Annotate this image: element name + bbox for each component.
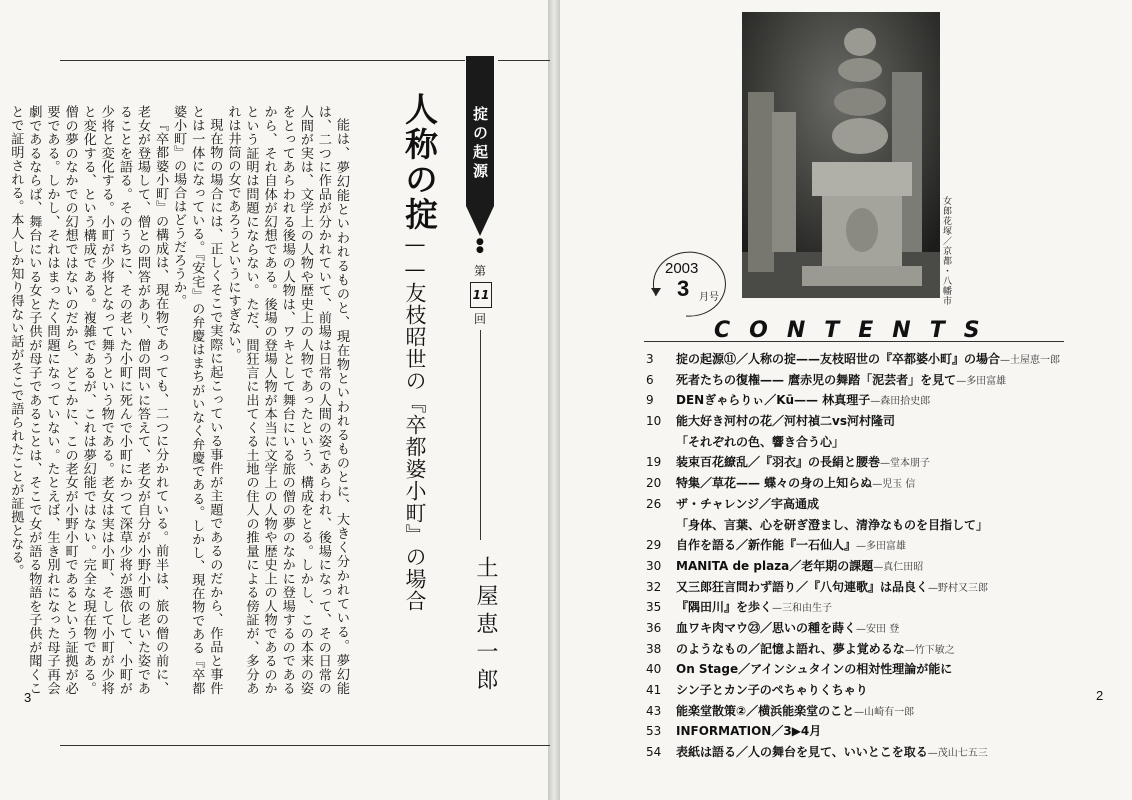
toc-title: DENぎゃらりぃ／Kū—— 林真理子 xyxy=(676,393,871,408)
toc-item[interactable] xyxy=(640,535,1060,556)
toc-title: 『隅田川』を歩く xyxy=(676,600,773,615)
toc-item[interactable] xyxy=(640,701,1060,722)
toc-page: 36 xyxy=(646,620,662,635)
toc-item[interactable] xyxy=(640,680,1060,701)
toc-author: —堂本朋子 xyxy=(880,458,931,470)
toc-page: 6 xyxy=(646,372,654,387)
toc-item[interactable] xyxy=(640,556,1060,577)
toc-author: —森田拾史郎 xyxy=(870,396,931,408)
toc-page: 3 xyxy=(646,352,654,366)
body-paragraph: 『卒都婆小町』の構成は、現在物であっても、二つに分かれている。前半は、旅の僧の前に、老女が登場して、僧との問答があり、僧の問いに答えて、老女が自分が小野小町の老いた姿であることを語る。そのうちに、その老いた小町に死んで小町にかつて深草少将が憑依して、小町が少将と変化する。小町が少将となって舞うという物である。老女は実は小町、そして小町が少将と変化する、という構成である。複雑であるが、これは夢幻能ではない。完全な現在物である。僧の夢のなかでの幻想ではないのだから、どこかに、この老女が小野小町であるという証拠が必要である。しかし、それはまったく問題になっていない。たとえば、生き別れになった母子再会劇であるならば、舞台にいる女と子供が母子であることは、そこで女が語る物語を子供が聞くことで証明される。本人しか知り得ない話がそこで語られたことが証拠となる。 xyxy=(8,105,169,695)
toc-title: 掟の起源⑪／人称の掟——友枝昭世の『卒都婆小町』の場合 xyxy=(676,352,1001,366)
table-of-contents xyxy=(640,349,1060,763)
toc-page: 53 xyxy=(646,724,662,739)
episode-number: 11 xyxy=(470,282,492,308)
toc-page: 43 xyxy=(646,703,662,718)
toc-title: ザ・チャレンジ／宇高通成 xyxy=(676,496,820,511)
toc-title: 能楽堂散策②／横浜能楽堂のこと xyxy=(676,703,855,718)
toc-item[interactable] xyxy=(640,370,1060,391)
toc-page: 9 xyxy=(646,393,654,408)
bottom-rule xyxy=(60,745,550,746)
toc-page: 35 xyxy=(646,600,662,615)
toc-page: 26 xyxy=(646,496,662,511)
top-rule-right xyxy=(498,60,550,61)
toc-item[interactable] xyxy=(640,742,1060,763)
toc-item[interactable] xyxy=(640,432,1060,453)
article-title: 人称の掟 xyxy=(400,92,439,232)
article-subtitle: ——友枝昭世の『卒都婆小町』の場合 xyxy=(403,232,427,612)
top-rule xyxy=(60,60,465,61)
toc-author: —多田富雄 xyxy=(956,375,1007,387)
toc-page: 54 xyxy=(646,745,662,760)
contents-title: CONTENTS xyxy=(714,318,999,343)
toc-title: 又三郎狂言問わず語り／『八句連歌』は品良く xyxy=(676,579,929,594)
toc-title: 装束百花繚乱／『羽衣』の長絹と腰巻 xyxy=(676,455,881,470)
toc-author: —多田富雄 xyxy=(856,541,907,553)
issue-year: 2003 xyxy=(665,260,699,277)
toc-title: 「それぞれの色、響き合う心」 xyxy=(676,434,845,449)
toc-author: —三和由生子 xyxy=(772,603,833,615)
toc-item[interactable] xyxy=(640,411,1060,432)
toc-page: 10 xyxy=(646,414,662,429)
toc-page: 29 xyxy=(646,538,662,553)
dots-ornament: ● ● xyxy=(476,237,484,255)
toc-page: 38 xyxy=(646,641,662,656)
toc-title: 自作を語る／新作能『一石仙人』 xyxy=(676,538,857,553)
divider-line xyxy=(480,330,481,540)
cover-photo xyxy=(742,12,940,298)
toc-item[interactable] xyxy=(640,494,1060,515)
toc-title: MANITA de plaza／老年期の課題 xyxy=(676,558,874,573)
toc-item[interactable] xyxy=(640,721,1060,742)
toc-title: On Stage／アインシュタインの相対性理論が能に xyxy=(676,662,953,677)
toc-page: 20 xyxy=(646,476,662,491)
toc-author: —野村又三郎 xyxy=(928,582,989,594)
toc-item[interactable] xyxy=(640,515,1060,536)
article-body xyxy=(8,105,350,695)
photo-caption: 女郎花塚／京都・八幡市 xyxy=(941,196,951,306)
toc-title: 「身体、言葉、心を研ぎ澄まし、清浄なものを目指して」 xyxy=(676,517,989,532)
toc-title: INFORMATION／3▶4月 xyxy=(676,724,822,739)
toc-author: —安田 登 xyxy=(856,623,900,635)
toc-title: 血ワキ肉マウ㉓／思いの種を蒔く xyxy=(676,620,857,635)
toc-page: 19 xyxy=(646,455,662,470)
toc-page: 30 xyxy=(646,558,662,573)
toc-item[interactable] xyxy=(640,618,1060,639)
issue-month: 3 xyxy=(677,276,690,301)
toc-author: —土屋恵一郎 xyxy=(1000,355,1061,366)
toc-title: シン子とカン子のぺちゃりくちゃり xyxy=(676,683,868,697)
toc-title: 特集／草花—— 蝶々の身の上知らぬ xyxy=(676,476,873,491)
series-label: 掟の起源 xyxy=(471,106,489,182)
toc-title: 表紙は語る／人の舞台を見て、いいとこを取る xyxy=(676,745,928,760)
toc-item[interactable] xyxy=(640,473,1060,494)
issue-month-label: 月号 xyxy=(699,292,719,303)
toc-title: 能大好き河村の花／河村禎二vs河村隆司 xyxy=(676,414,895,429)
toc-author: —山崎有一郎 xyxy=(854,706,915,718)
toc-author: —茂山七五三 xyxy=(927,748,988,760)
episode-prefix: 第 xyxy=(474,264,487,278)
book-gutter xyxy=(548,0,560,800)
toc-page: 41 xyxy=(646,683,662,697)
page-number-right: 2 xyxy=(1096,688,1104,703)
toc-item[interactable] xyxy=(640,349,1060,370)
body-paragraph: 現在物の場合には、正しくそこで実際に起こっている事件が主題であるのだから、作品と事件とは一体になっている。『安宅』の弁慶はまちがいなく弁慶である。しかし、現在物である『卒都婆小町』の場合はどうだろうか。 xyxy=(171,105,223,695)
episode-suffix: 回 xyxy=(474,312,487,326)
toc-item[interactable] xyxy=(640,659,1060,680)
toc-page: 32 xyxy=(646,579,662,594)
toc-author: —児玉 信 xyxy=(872,479,916,491)
toc-title: 死者たちの復権—— 麿赤児の舞踏「泥芸者」を見て xyxy=(676,372,957,387)
body-paragraph: 能は、夢幻能といわれるものと、現在物といわれるものとに、大きく分かれている。夢幻能は、二つに作品が分かれていて、前場は日常の人間の姿であらわれ、後場になって、その日常の人間が実は、文学上の人物や歴史上の人物であったという、構成をとる。しかし、この本来の姿をとってあらわれる後場の人物は、ワキとして舞台にいる旅の僧の夢のなかに登場するのであるから、それ自体が幻想である。後場の登場人物が本当に文学上の人物や歴史上の人物であるのかという証明は問題にならない。ただ、間狂言に出てくる土地の住人の推量による傍証が、多分あれは井筒の女であろうというにすぎない。 xyxy=(225,105,349,695)
article-author: 土屋恵一郎 xyxy=(473,556,498,696)
toc-author: —竹下敏之 xyxy=(904,644,955,656)
toc-item[interactable] xyxy=(640,390,1060,411)
toc-author: —真仁田昭 xyxy=(873,561,924,573)
toc-item[interactable] xyxy=(640,639,1060,660)
toc-item[interactable] xyxy=(640,452,1060,473)
page-number-left: 3 xyxy=(24,690,32,705)
toc-item[interactable] xyxy=(640,577,1060,598)
toc-page: 40 xyxy=(646,662,662,677)
toc-title: のようなもの／記憶よ語れ、夢よ覚めるな xyxy=(676,641,905,656)
toc-item[interactable] xyxy=(640,597,1060,618)
